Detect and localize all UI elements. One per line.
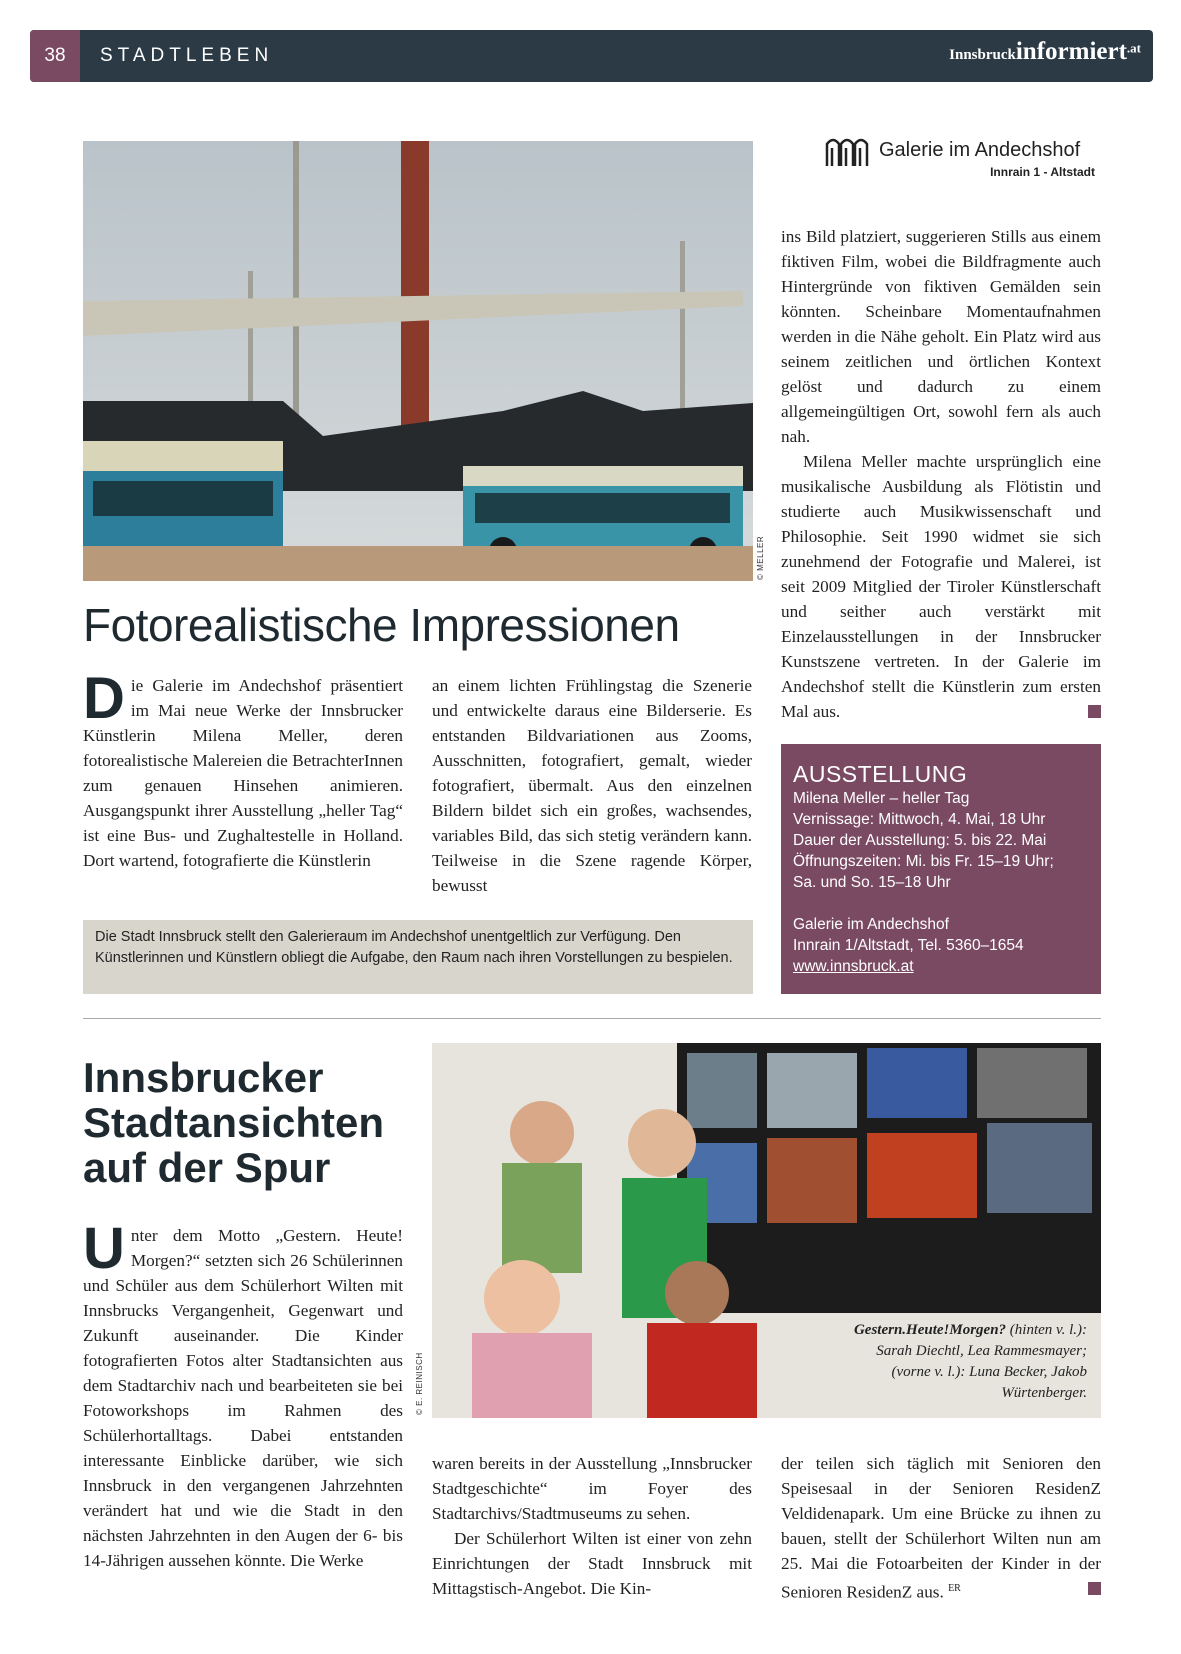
exhibition-box bbox=[781, 744, 1101, 994]
body-text: Der Schülerhort Wilten ist einer von zehn Einrichtungen der Stadt Innsbruck mit Mittagstisch-Angebot. Die Kin- bbox=[432, 1529, 752, 1598]
brand-suffix: .at bbox=[1126, 40, 1141, 56]
end-mark bbox=[1088, 1582, 1101, 1595]
exhibition-title: Milena Meller – heller Tag bbox=[793, 790, 970, 807]
exhibition-hours: Öffnungszeiten: Mi. bis Fr. 15–19 Uhr; bbox=[793, 853, 1054, 870]
body-text: an einem lichten Frühlingstag die Szenerie und entwickelte daraus eine Bilderserie. Es entstanden Bildvariationen aus Zooms, Ausschnitten, fotografiert, gemalt, wieder fotografiert, übermalt. Aus den einzelnen Bildern bildet sich ein großes, wachsendes, variables Bild, das sich stetig verändern kann. Teilweise in die Szene ragende Körper, bewusst bbox=[432, 676, 752, 895]
section-title: STADTLEBEN bbox=[100, 45, 274, 66]
dropcap: D bbox=[83, 666, 125, 731]
children-photo bbox=[432, 1043, 1101, 1418]
article-column-3 bbox=[781, 1451, 1101, 1605]
body-text: Milena Meller machte ursprünglich eine musikalische Ausbildung als Flötistin und studierte auch Musikwissenschaft und Philosophie. Seit 1990 widmet sie sich zunehmend der Fotografie und Malerei, ist seit 2009 Mitglied der Tiroler Künstlerschaft und seither auch verstärkt mit Einzelausstellungen in der Innsbrucker Kunstszene vertreten. In der Galerie im Andechshof stellt die Künstlerin zum ersten Mal aus. bbox=[781, 452, 1101, 721]
article-headline: Fotorealistische Impressionen bbox=[83, 599, 680, 651]
photo-caption bbox=[847, 1320, 1087, 1404]
body-text: ie Galerie im Andechshof präsentiert im Mai neue Werke der Innsbrucker Künstlerin Milena Meller, deren fotorealistische Malereien die BetrachterInnen zum genauen Hinsehen animieren. Ausgangspunkt ihrer Ausstellung „heller Tag“ ist eine Bus- und Zughaltestelle in Holland. Dort wartend, fotografierte die Künstlerin bbox=[83, 676, 403, 870]
brand-prefix: Innsbruck bbox=[949, 47, 1016, 63]
section-divider bbox=[83, 1018, 1101, 1019]
gallery-name: Galerie im Andechshof bbox=[879, 139, 1081, 161]
info-notice: Die Stadt Innsbruck stellt den Galerieraum im Andechshof unentgeltlich zur Verfügung. Den Künstlerinnen und Künstlern obliegt die Aufgabe, den Raum nach ihren Vorstellungen zu bespielen. bbox=[83, 920, 753, 994]
header-bar bbox=[30, 30, 1153, 82]
exhibition-vernissage: Vernissage: Mittwoch, 4. Mai, 18 Uhr bbox=[793, 811, 1046, 828]
brand-main: informiert bbox=[1015, 38, 1127, 65]
article-headline: Innsbrucker Stadtansichten auf der Spur bbox=[83, 1054, 385, 1191]
gallery-arches-icon bbox=[825, 134, 871, 168]
brand-logo bbox=[949, 38, 1141, 66]
gallery-address: Innrain 1 - Altstadt bbox=[990, 165, 1095, 179]
body-text: der teilen sich täglich mit Senioren den Speisesaal in der Senioren ResidenZ Veldidenapark. Um eine Brücke zu ihnen zu bauen, stellt der Schülerhort Wilten nun am 25. Mai die Fotoarbeiten der Kinder in der Senioren ResidenZ aus. bbox=[781, 1454, 1101, 1602]
end-mark bbox=[1088, 705, 1101, 718]
exhibition-address: Innrain 1/Altstadt, Tel. 5360–1654 bbox=[793, 937, 1024, 954]
article-column-2 bbox=[432, 1451, 752, 1601]
article-column-1 bbox=[83, 1216, 403, 1573]
body-text: waren bereits in der Ausstellung „Innsbrucker Stadtgeschichte“ im Foyer des Stadtarchivs/Stadtmuseums zu sehen. bbox=[432, 1454, 752, 1523]
exhibition-link[interactable]: www.innsbruck.at bbox=[793, 958, 914, 975]
gallery-logo bbox=[825, 131, 1095, 181]
photo-credit: © E. REINISCH bbox=[415, 1352, 424, 1415]
article-column-2 bbox=[432, 673, 752, 898]
body-text: nter dem Motto „Gestern. Heute! Morgen?“ setzten sich 26 Schülerinnen und Schüler aus dem Schülerhort Wilten mit Innsbrucks Vergangenheit, Gegenwart und Zukunft auseinander. Die Kinder fotografierten Fotos alter Stadtansichten aus dem Stadtarchiv nach und bearbeiteten sie bei Fotoworkshops im Rahmen des Schülerhortalltags. Dabei entstanden interessante Einblicke darüber, wie sich Innsbruck in den vergangenen Jahrzehnten verändert hat und wie die Stadt in den nächsten Jahrzehnten in den Augen der 6- bis 14-Jährigen aussehen könnte. Die Werke bbox=[83, 1226, 403, 1570]
article-column-1 bbox=[83, 666, 403, 873]
exhibition-hours-weekend: Sa. und So. 15–18 Uhr bbox=[793, 874, 951, 891]
caption-text: (hinten v. l.): Sarah Diechtl, Lea Rammesmayer; (vorne v. l.): Luna Becker, Jakob Würtenberger. bbox=[876, 1322, 1087, 1401]
page-number: 38 bbox=[30, 30, 80, 82]
body-text: ins Bild platziert, suggerieren Stills aus einem fiktiven Film, wobei die Bildfragmente auch Hintergründe von fiktiven Gemälden sein könnten. Scheinbare Momentaufnahmen werden in die Nähe geholt. Ein Platz wird aus seinem zeitlichen und örtlichen Kontext gelöst und dadurch zu einem allgemeingültigen Ort, sowohl fern als auch nah. bbox=[781, 227, 1101, 446]
exhibition-venue: Galerie im Andechshof bbox=[793, 916, 949, 933]
article-column-3 bbox=[781, 224, 1101, 724]
exhibition-duration: Dauer der Ausstellung: 5. bis 22. Mai bbox=[793, 832, 1047, 849]
painting-photo bbox=[83, 141, 753, 581]
photo-credit: © MELLER bbox=[756, 535, 765, 580]
exhibition-heading: AUSSTELLUNG bbox=[793, 761, 968, 787]
caption-title: Gestern.Heute!Morgen? bbox=[853, 1322, 1007, 1338]
dropcap: U bbox=[83, 1216, 125, 1281]
author-initials: ER bbox=[948, 1583, 961, 1594]
